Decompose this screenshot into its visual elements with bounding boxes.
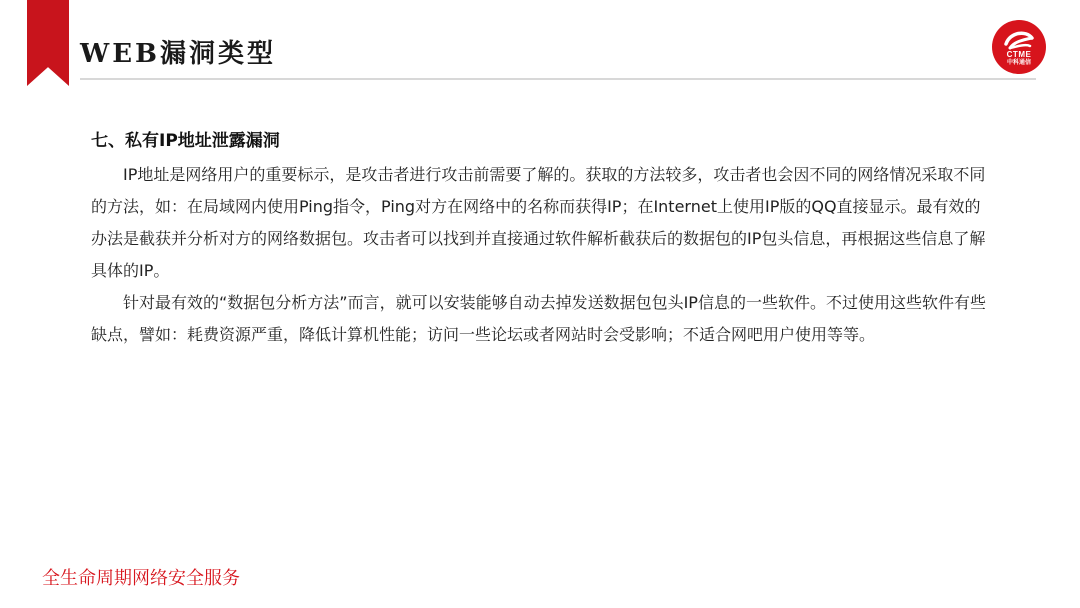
header-divider: [80, 78, 1036, 80]
section-heading: 七、私有IP地址泄露漏洞: [91, 131, 280, 151]
body-paragraph: IP地址是网络用户的重要标示，是攻击者进行攻击前需要了解的。获取的方法较多，攻击者也会因不同的网络情况采取不同的方法，如：在局域网内使用Ping指令，Ping对方在网络中的名称而获得IP；在Internet上使用IP版的QQ直接显示。最有效的办法是截获并分析对方的网络数据包。攻击者可以找到并直接通过软件解析截获后的数据包的IP包头信息，再根据这些信息了解具体的IP。: [91, 165, 986, 280]
slide-content: [91, 127, 991, 351]
logo-wordmark: CTME: [1006, 50, 1032, 59]
company-logo: [992, 20, 1046, 74]
logo-subtext: 中科通信: [1006, 60, 1031, 66]
page-title: WEB漏洞类型: [80, 39, 276, 69]
bookmark-ribbon: [27, 0, 69, 86]
body-paragraph: 针对最有效的“数据包分析方法”而言，就可以安装能够自动去掉发送数据包包头IP信息的一些软件。不过使用这些软件有些缺点，譬如：耗费资源严重，降低计算机性能；访问一些论坛或者网站时会受影响；不适合网吧用户使用等等。: [91, 293, 986, 344]
footer-slogan: 全生命周期网络安全服务: [42, 568, 240, 589]
